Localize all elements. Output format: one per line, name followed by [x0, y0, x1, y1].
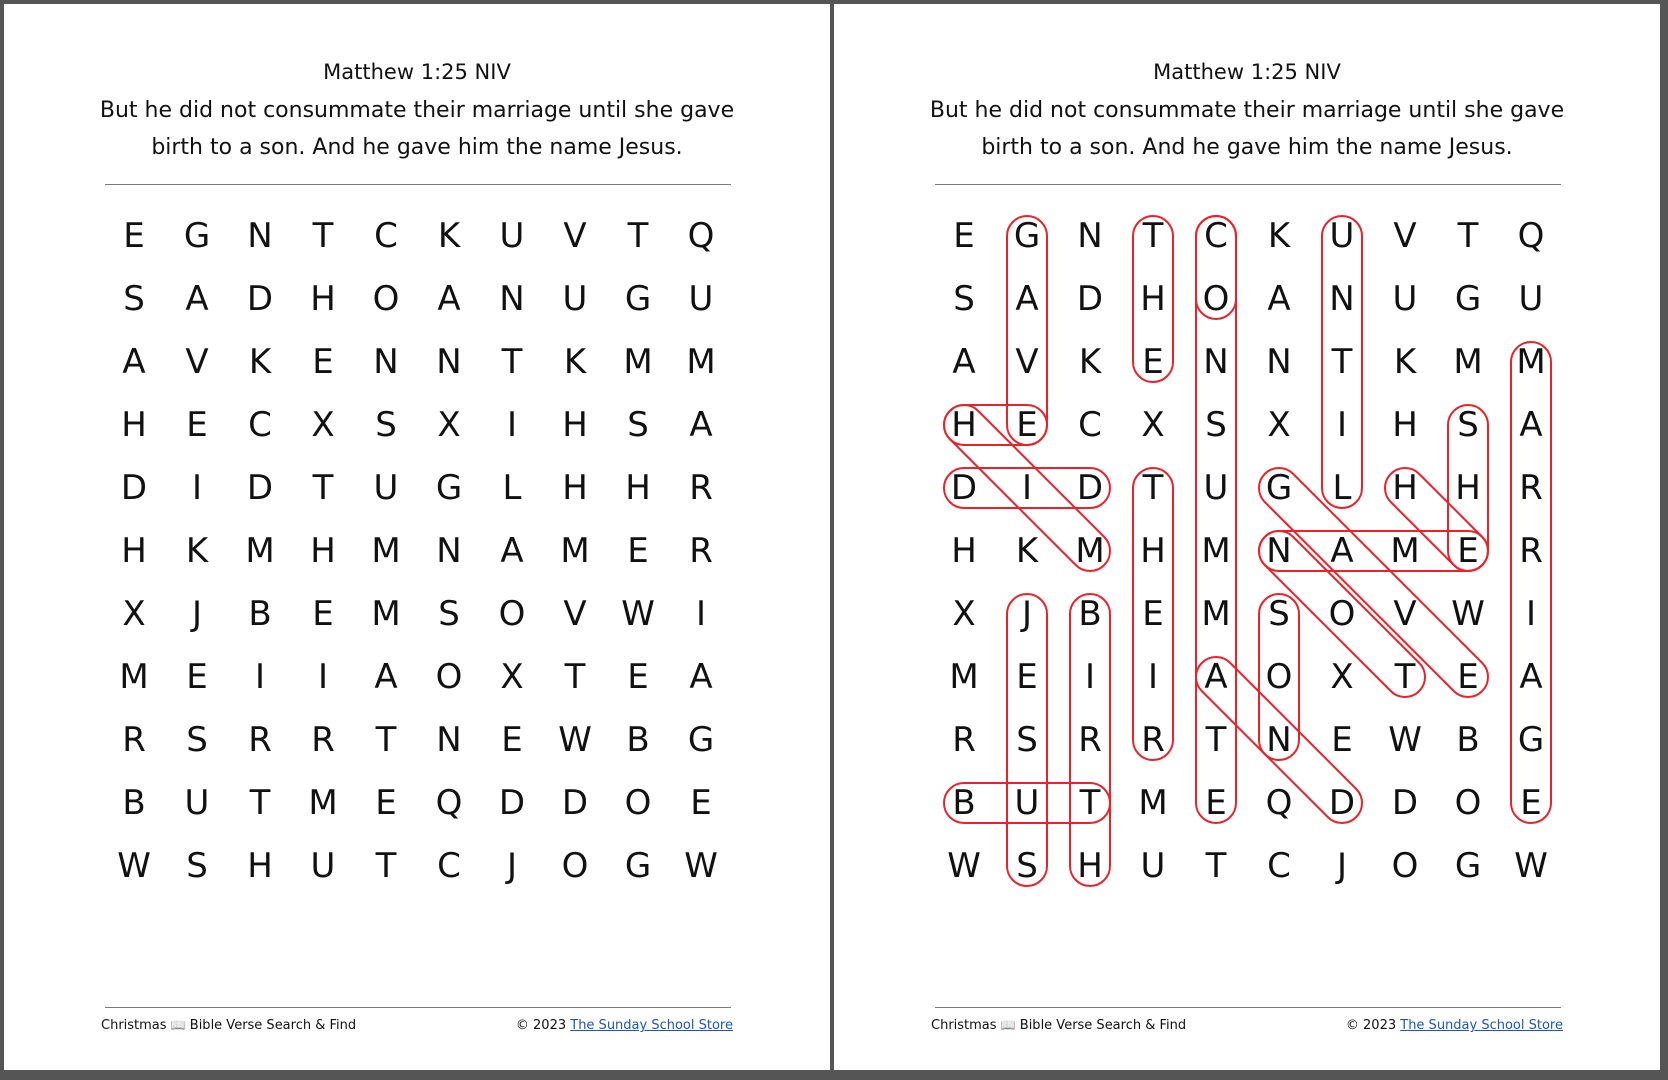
- grid-letter: M: [1138, 783, 1168, 823]
- grid-letter: N: [373, 342, 399, 382]
- grid-letter: G: [687, 720, 715, 760]
- grid-letter: O: [1454, 783, 1482, 823]
- grid-letter: K: [185, 531, 209, 571]
- grid-letter: H: [1140, 531, 1166, 571]
- grid-letter: M: [245, 531, 275, 571]
- grid-letter: K: [1078, 342, 1102, 382]
- grid-letter: J: [1021, 594, 1033, 634]
- grid-letter: U: [562, 279, 588, 319]
- grid-letter: H: [1455, 468, 1481, 508]
- grid-letter: S: [627, 405, 649, 445]
- grid-letter: Q: [1265, 783, 1293, 823]
- grid-letter: W: [947, 846, 981, 886]
- grid-letter: E: [690, 783, 712, 823]
- grid-letter: T: [1205, 720, 1227, 760]
- grid-letter: T: [1205, 846, 1227, 886]
- grid-letter: K: [1393, 342, 1417, 382]
- grid-letter: M: [119, 657, 149, 697]
- grid-letter: E: [1520, 783, 1542, 823]
- grid-letter: S: [1205, 405, 1227, 445]
- grid-letter: A: [689, 657, 713, 697]
- grid-letter: M: [1453, 342, 1483, 382]
- grid-letter: H: [1140, 279, 1166, 319]
- grid-letter: C: [437, 846, 461, 886]
- grid-letter: M: [686, 342, 716, 382]
- grid-letter: C: [248, 405, 272, 445]
- grid-letter: S: [1016, 846, 1038, 886]
- grid-letter: H: [1077, 846, 1103, 886]
- grid-letter: A: [1267, 279, 1291, 319]
- grid-letter: V: [563, 594, 587, 634]
- grid-letter: N: [436, 342, 462, 382]
- grid-letter: E: [1331, 720, 1353, 760]
- grid-letter: N: [247, 216, 273, 256]
- grid-letter: D: [246, 279, 274, 319]
- grid-letter: D: [950, 468, 978, 508]
- grid-letter: C: [1267, 846, 1291, 886]
- bottom-divider: [105, 1007, 731, 1008]
- answer-key-page: [834, 4, 1660, 1070]
- grid-letter: H: [951, 531, 977, 571]
- grid-letter: K: [437, 216, 461, 256]
- grid-letter: O: [498, 594, 526, 634]
- footer-title-after: Bible Verse Search & Find: [189, 1018, 357, 1033]
- grid-letter: S: [438, 594, 460, 634]
- grid-letter: M: [1201, 531, 1231, 571]
- grid-letter: E: [953, 216, 975, 256]
- grid-letter: E: [1142, 594, 1164, 634]
- grid-letter: A: [1015, 279, 1039, 319]
- verse-line-1: But he did not consummate their marriage until she gave: [99, 98, 735, 123]
- grid-letter: A: [952, 342, 976, 382]
- grid-letter: L: [1332, 468, 1352, 508]
- grid-letter: U: [1329, 216, 1355, 256]
- grid-letter: T: [1394, 657, 1416, 697]
- grid-letter: A: [1330, 531, 1354, 571]
- grid-letter: R: [311, 720, 335, 760]
- footer-title-before: Christmas: [931, 1018, 997, 1033]
- grid-letter: W: [684, 846, 718, 886]
- verse-line-2: birth to a son. And he gave him the name Jesus.: [151, 135, 683, 160]
- answer-grid: [834, 4, 1660, 1070]
- grid-letter: S: [186, 720, 208, 760]
- grid-letter: K: [1015, 531, 1039, 571]
- grid-letter: I: [254, 657, 266, 697]
- grid-letter: R: [248, 720, 272, 760]
- grid-letter: M: [623, 342, 653, 382]
- letter-grid: [4, 4, 830, 1070]
- grid-letter: B: [1456, 720, 1480, 760]
- grid-letter: M: [1201, 594, 1231, 634]
- grid-letter: H: [121, 405, 147, 445]
- grid-letter: E: [1205, 783, 1227, 823]
- grid-letter: B: [952, 783, 976, 823]
- grid-letter: H: [310, 531, 336, 571]
- grid-letter: M: [1075, 531, 1105, 571]
- grid-letter: X: [952, 594, 976, 634]
- grid-letter: K: [563, 342, 587, 382]
- grid-letter: T: [312, 216, 334, 256]
- grid-letter: U: [1014, 783, 1040, 823]
- grid-letter: M: [1390, 531, 1420, 571]
- grid-letter: R: [122, 720, 146, 760]
- grid-letter: A: [374, 657, 398, 697]
- grid-letter: G: [435, 468, 463, 508]
- grid-letter: E: [312, 594, 334, 634]
- grid-letter: T: [1142, 468, 1164, 508]
- grid-letter: D: [561, 783, 589, 823]
- grid-letter: Q: [687, 216, 715, 256]
- grid-letter: T: [1457, 216, 1479, 256]
- grid-letter: N: [1077, 216, 1103, 256]
- grid-letter: E: [627, 531, 649, 571]
- grid-letter: V: [1015, 342, 1039, 382]
- grid-letter: N: [1266, 720, 1292, 760]
- grid-letter: A: [1204, 657, 1228, 697]
- grid-letter: W: [1451, 594, 1485, 634]
- grid-letter: R: [689, 468, 713, 508]
- grid-letter: N: [1266, 531, 1292, 571]
- grid-letter: E: [1016, 657, 1038, 697]
- grid-letter: G: [624, 846, 652, 886]
- grid-letter: E: [1142, 342, 1164, 382]
- grid-letter: G: [1013, 216, 1041, 256]
- grid-letter: J: [191, 594, 203, 634]
- footer-copyright: [1346, 1018, 1563, 1033]
- grid-letter: R: [1078, 720, 1102, 760]
- grid-letter: A: [122, 342, 146, 382]
- grid-letter: O: [1265, 657, 1293, 697]
- puzzle-page: [4, 4, 830, 1070]
- grid-letter: C: [1078, 405, 1102, 445]
- grid-letter: U: [184, 783, 210, 823]
- grid-letter: J: [1336, 846, 1348, 886]
- grid-letter: N: [436, 531, 462, 571]
- verse-reference: Matthew 1:25 NIV: [1153, 60, 1341, 84]
- grid-letter: X: [122, 594, 146, 634]
- grid-letter: E: [501, 720, 523, 760]
- grid-letter: N: [499, 279, 525, 319]
- grid-letter: N: [1203, 342, 1229, 382]
- footer-copyright: [516, 1018, 733, 1033]
- grid-letter: H: [562, 468, 588, 508]
- grid-letter: R: [952, 720, 976, 760]
- grid-letter: A: [689, 405, 713, 445]
- grid-letter: D: [1076, 279, 1104, 319]
- grid-letter: H: [625, 468, 651, 508]
- grid-letter: B: [626, 720, 650, 760]
- grid-letter: U: [1140, 846, 1166, 886]
- grid-letter: G: [624, 279, 652, 319]
- grid-letter: I: [506, 405, 518, 445]
- grid-letter: H: [121, 531, 147, 571]
- grid-letter: M: [371, 531, 401, 571]
- grid-letter: K: [248, 342, 272, 382]
- verse-line-2: birth to a son. And he gave him the name Jesus.: [981, 135, 1513, 160]
- book-icon: 📖: [170, 1018, 186, 1032]
- grid-letter: U: [688, 279, 714, 319]
- grid-letter: T: [312, 468, 334, 508]
- grid-letter: E: [186, 405, 208, 445]
- grid-letter: I: [1147, 657, 1159, 697]
- grid-letter: Q: [1517, 216, 1545, 256]
- verse-reference: Matthew 1:25 NIV: [323, 60, 511, 84]
- grid-letter: O: [624, 783, 652, 823]
- grid-letter: T: [564, 657, 586, 697]
- grid-letter: X: [1141, 405, 1165, 445]
- grid-letter: T: [249, 783, 271, 823]
- book-icon: 📖: [1000, 1018, 1016, 1032]
- grid-letter: E: [312, 342, 334, 382]
- grid-letter: H: [562, 405, 588, 445]
- grid-letter: G: [183, 216, 211, 256]
- grid-letter: I: [1336, 405, 1348, 445]
- grid-letter: G: [1454, 279, 1482, 319]
- grid-letter: T: [375, 846, 397, 886]
- grid-letter: D: [246, 468, 274, 508]
- grid-letter: T: [1142, 216, 1164, 256]
- grid-letter: M: [1516, 342, 1546, 382]
- grid-letter: E: [1016, 405, 1038, 445]
- footer-title-before: Christmas: [101, 1018, 167, 1033]
- grid-letter: G: [1517, 720, 1545, 760]
- grid-letter: I: [1021, 468, 1033, 508]
- grid-letter: V: [1393, 216, 1417, 256]
- grid-letter: S: [186, 846, 208, 886]
- bottom-divider: [935, 1007, 1561, 1008]
- grid-letter: A: [1519, 405, 1543, 445]
- grid-letter: A: [185, 279, 209, 319]
- grid-letter: X: [311, 405, 335, 445]
- grid-letter: U: [373, 468, 399, 508]
- grid-letter: S: [953, 279, 975, 319]
- grid-letter: O: [561, 846, 589, 886]
- grid-letter: B: [122, 783, 146, 823]
- grid-letter: H: [1392, 405, 1418, 445]
- grid-letter: X: [500, 657, 524, 697]
- grid-letter: K: [1267, 216, 1291, 256]
- footer-title-after: Bible Verse Search & Find: [1019, 1018, 1187, 1033]
- store-link[interactable]: The Sunday School Store: [1400, 1018, 1563, 1033]
- grid-letter: T: [627, 216, 649, 256]
- grid-letter: A: [500, 531, 524, 571]
- grid-letter: U: [1392, 279, 1418, 319]
- grid-letter: U: [499, 216, 525, 256]
- grid-letter: M: [371, 594, 401, 634]
- grid-letter: D: [1076, 468, 1104, 508]
- grid-letter: L: [502, 468, 522, 508]
- grid-letter: N: [436, 720, 462, 760]
- grid-letter: S: [1457, 405, 1479, 445]
- grid-letter: E: [627, 657, 649, 697]
- grid-letter: A: [1519, 657, 1543, 697]
- grid-letter: R: [689, 531, 713, 571]
- grid-letter: E: [1457, 657, 1479, 697]
- grid-letter: W: [621, 594, 655, 634]
- grid-letter: E: [375, 783, 397, 823]
- grid-letter: N: [1329, 279, 1355, 319]
- grid-letter: S: [1268, 594, 1290, 634]
- grid-letter: V: [185, 342, 209, 382]
- grid-letter: C: [374, 216, 398, 256]
- grid-letter: H: [951, 405, 977, 445]
- grid-letter: O: [1391, 846, 1419, 886]
- grid-letter: S: [1016, 720, 1038, 760]
- grid-letter: D: [498, 783, 526, 823]
- grid-letter: I: [1084, 657, 1096, 697]
- grid-letter: M: [308, 783, 338, 823]
- grid-letter: M: [560, 531, 590, 571]
- grid-letter: V: [563, 216, 587, 256]
- grid-letter: W: [1514, 846, 1548, 886]
- store-link[interactable]: The Sunday School Store: [570, 1018, 733, 1033]
- grid-letter: I: [191, 468, 203, 508]
- grid-letter: D: [120, 468, 148, 508]
- grid-letter: G: [1454, 846, 1482, 886]
- grid-letter: R: [1519, 531, 1543, 571]
- grid-letter: B: [1078, 594, 1102, 634]
- grid-letter: O: [1328, 594, 1356, 634]
- grid-letter: I: [695, 594, 707, 634]
- grid-letter: H: [1392, 468, 1418, 508]
- grid-letter: T: [1079, 783, 1101, 823]
- grid-letter: T: [1331, 342, 1353, 382]
- grid-letter: O: [372, 279, 400, 319]
- grid-letter: T: [375, 720, 397, 760]
- grid-letter: S: [375, 405, 397, 445]
- grid-letter: R: [1141, 720, 1165, 760]
- grid-letter: V: [1393, 594, 1417, 634]
- grid-letter: T: [501, 342, 523, 382]
- grid-letter: M: [949, 657, 979, 697]
- grid-letter: D: [1391, 783, 1419, 823]
- grid-letter: B: [248, 594, 272, 634]
- grid-letter: C: [1204, 216, 1228, 256]
- copyright-text: © 2023: [1345, 1018, 1397, 1033]
- grid-letter: I: [317, 657, 329, 697]
- grid-letter: N: [1266, 342, 1292, 382]
- copyright-text: © 2023: [515, 1018, 567, 1033]
- footer-title: [931, 1018, 1186, 1033]
- grid-letter: E: [1457, 531, 1479, 571]
- grid-letter: D: [1328, 783, 1356, 823]
- verse-line-1: But he did not consummate their marriage until she gave: [929, 98, 1565, 123]
- grid-letter: H: [247, 846, 273, 886]
- grid-letter: H: [310, 279, 336, 319]
- grid-letter: U: [1203, 468, 1229, 508]
- grid-letter: R: [1519, 468, 1543, 508]
- grid-letter: J: [506, 846, 518, 886]
- grid-letter: W: [117, 846, 151, 886]
- grid-letter: W: [1388, 720, 1422, 760]
- grid-letter: U: [1518, 279, 1544, 319]
- grid-letter: U: [310, 846, 336, 886]
- grid-letter: I: [1525, 594, 1537, 634]
- grid-letter: E: [186, 657, 208, 697]
- grid-letter: A: [437, 279, 461, 319]
- grid-letter: X: [1330, 657, 1354, 697]
- grid-letter: X: [1267, 405, 1291, 445]
- grid-letter: O: [1202, 279, 1230, 319]
- grid-letter: E: [123, 216, 145, 256]
- grid-letter: X: [437, 405, 461, 445]
- grid-letter: O: [435, 657, 463, 697]
- grid-letter: S: [123, 279, 145, 319]
- grid-letter: Q: [435, 783, 463, 823]
- grid-letter: G: [1265, 468, 1293, 508]
- grid-letter: W: [558, 720, 592, 760]
- footer-title: [101, 1018, 356, 1033]
